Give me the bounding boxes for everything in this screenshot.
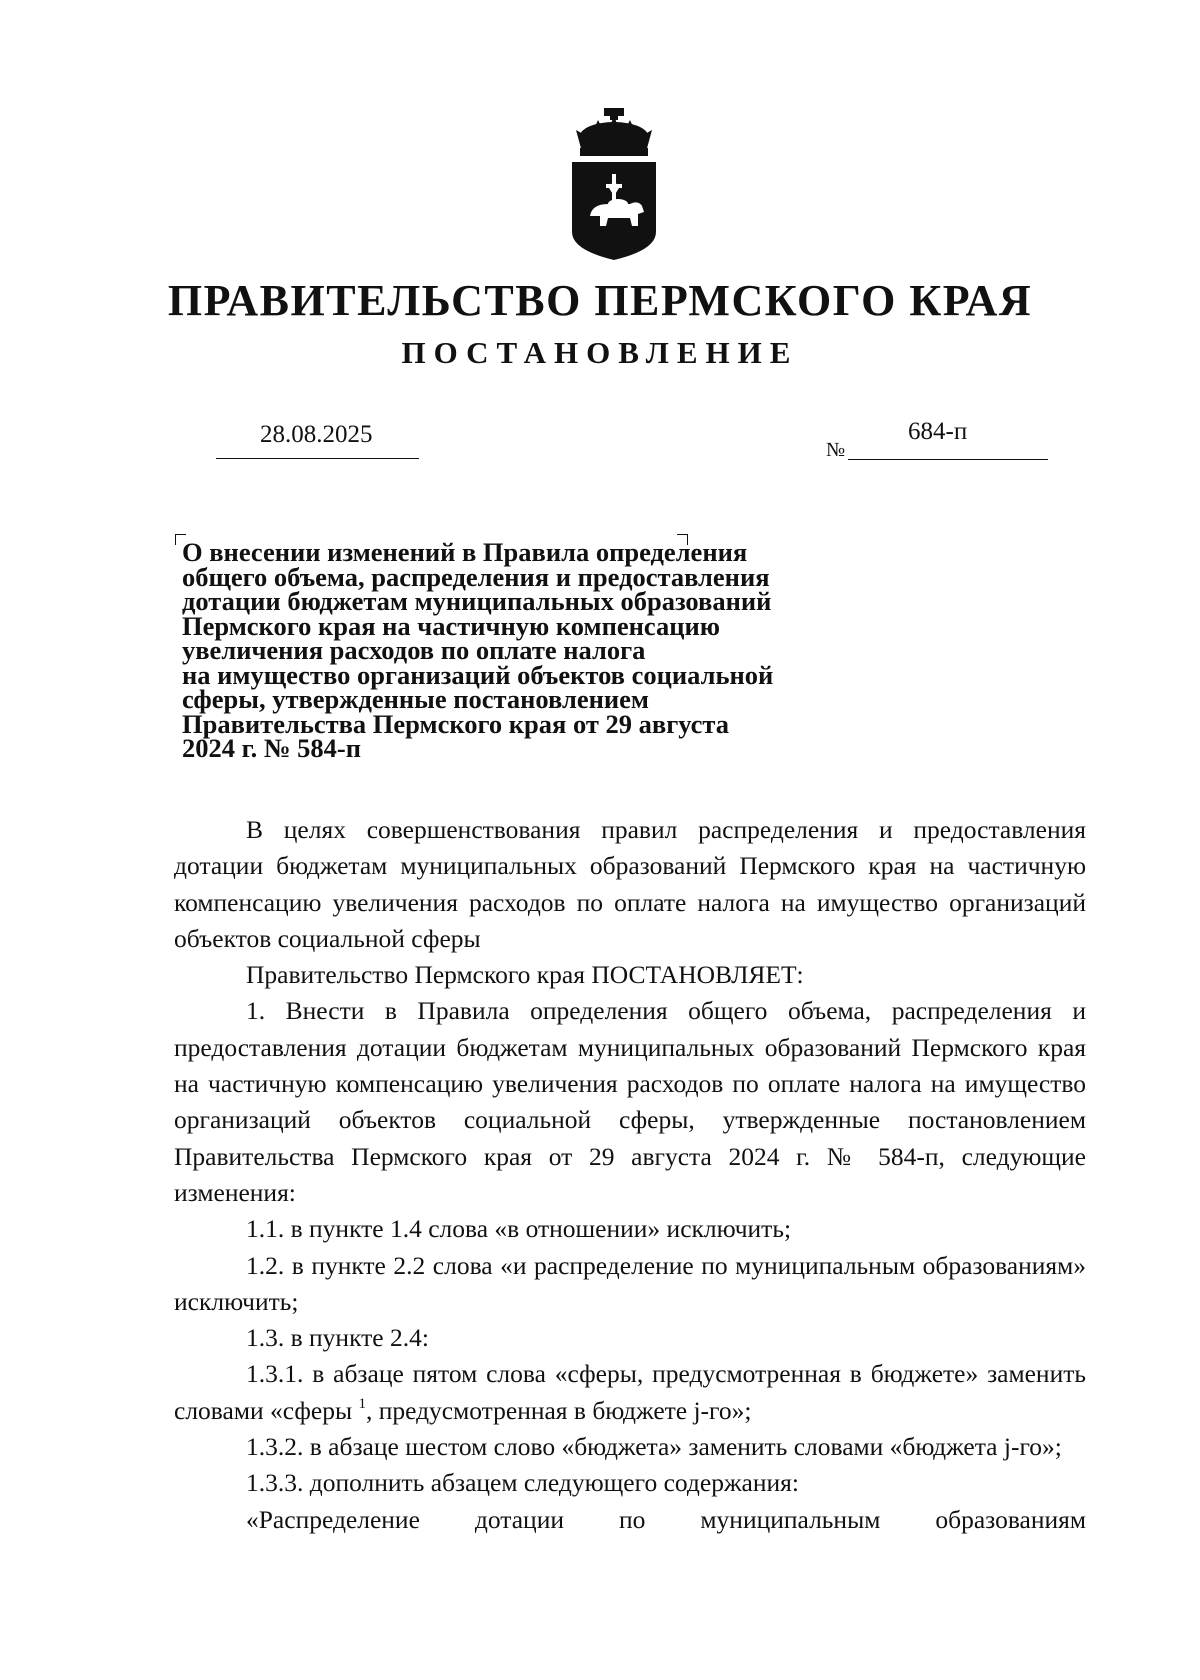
subject-line: общего объема, распределения и предоставления <box>182 561 770 592</box>
document-number: 684-п <box>908 418 968 445</box>
item-1-1-paragraph: 1.1. в пункте 1.4 слова «в отношении» исключить; <box>246 1214 792 1244</box>
item-1-paragraph: 1. Внести в Правила определения общего объема, распределения и предоставления дотации бюджетам муниципальных образований Пермского края на частичную компенсацию увеличения расходов по оплате налога на имущество организаций объектов социальной сферы, утвержденные постановлением Правительства Пермского края от 29 августа 2024 г. № 584-п, следующие изменения: <box>174 996 1086 1207</box>
footnote-marker: 1 <box>358 1395 366 1412</box>
subject-line: дотации бюджетам муниципальных образований <box>182 586 772 616</box>
preamble-paragraph: В целях совершенствования правил распределения и предоставления дотации бюджетам муниципальных образований Пермского края на частичную компенсацию увеличения расходов по оплате налога на имущество организаций объектов социальной сферы <box>174 815 1086 953</box>
item-1-3-paragraph: 1.3. в пункте 2.4: <box>246 1323 429 1353</box>
item-1-3-1-text-end: , предусмотренная в бюджете j-го»; <box>365 1395 752 1425</box>
document-subject <box>182 537 822 763</box>
number-sign: № <box>826 439 846 461</box>
subject-line: сферы, утвержденные постановлением <box>182 684 649 714</box>
document-body <box>174 812 1086 1538</box>
subject-line: Правительства Пермского края от 29 августа <box>182 708 730 739</box>
document-date: 28.08.2025 <box>260 421 373 448</box>
subject-line: Пермского края на частичную компенсацию <box>182 610 721 641</box>
subject-line: 2024 г. № 584-п <box>182 733 362 763</box>
item-1-2-paragraph: 1.2. в пункте 2.2 слова «и распределение по муниципальным образованиям» исключить; <box>174 1250 1086 1316</box>
subject-line: на имущество организаций объектов социальной <box>182 659 774 690</box>
document-type: ПОСТАНОВЛЕНИЕ <box>401 335 799 370</box>
organization-title: ПРАВИТЕЛЬСТВО ПЕРМСКОГО КРАЯ <box>167 276 1033 325</box>
item-1-3-3-paragraph: 1.3.3. дополнить абзацем следующего содержания: <box>246 1468 799 1498</box>
item-1-3-3-quote-paragraph: «Распределение дотации по муниципальным образованиям <box>246 1504 1086 1534</box>
number-underline <box>848 459 1048 460</box>
date-underline <box>216 458 419 459</box>
item-1-3-2-paragraph: 1.3.2. в абзаце шестом слово «бюджета» заменить словами «бюджета j-го»; <box>246 1432 1062 1462</box>
perm-krai-coat-of-arms-icon <box>568 108 660 260</box>
resolution-paragraph: Правительство Пермского края ПОСТАНОВЛЯЕТ: <box>246 960 804 990</box>
item-1-3-1-paragraph <box>174 1356 1086 1429</box>
subject-line: увеличения расходов по оплате налога <box>182 635 646 665</box>
item-1-3-1-text-start: 1.3.1. в абзаце пятом слова «сферы, предусмотренная в бюджете» заменить словами «сферы <box>174 1359 1086 1425</box>
subject-line: О внесении изменений в Правила определения <box>182 537 748 567</box>
